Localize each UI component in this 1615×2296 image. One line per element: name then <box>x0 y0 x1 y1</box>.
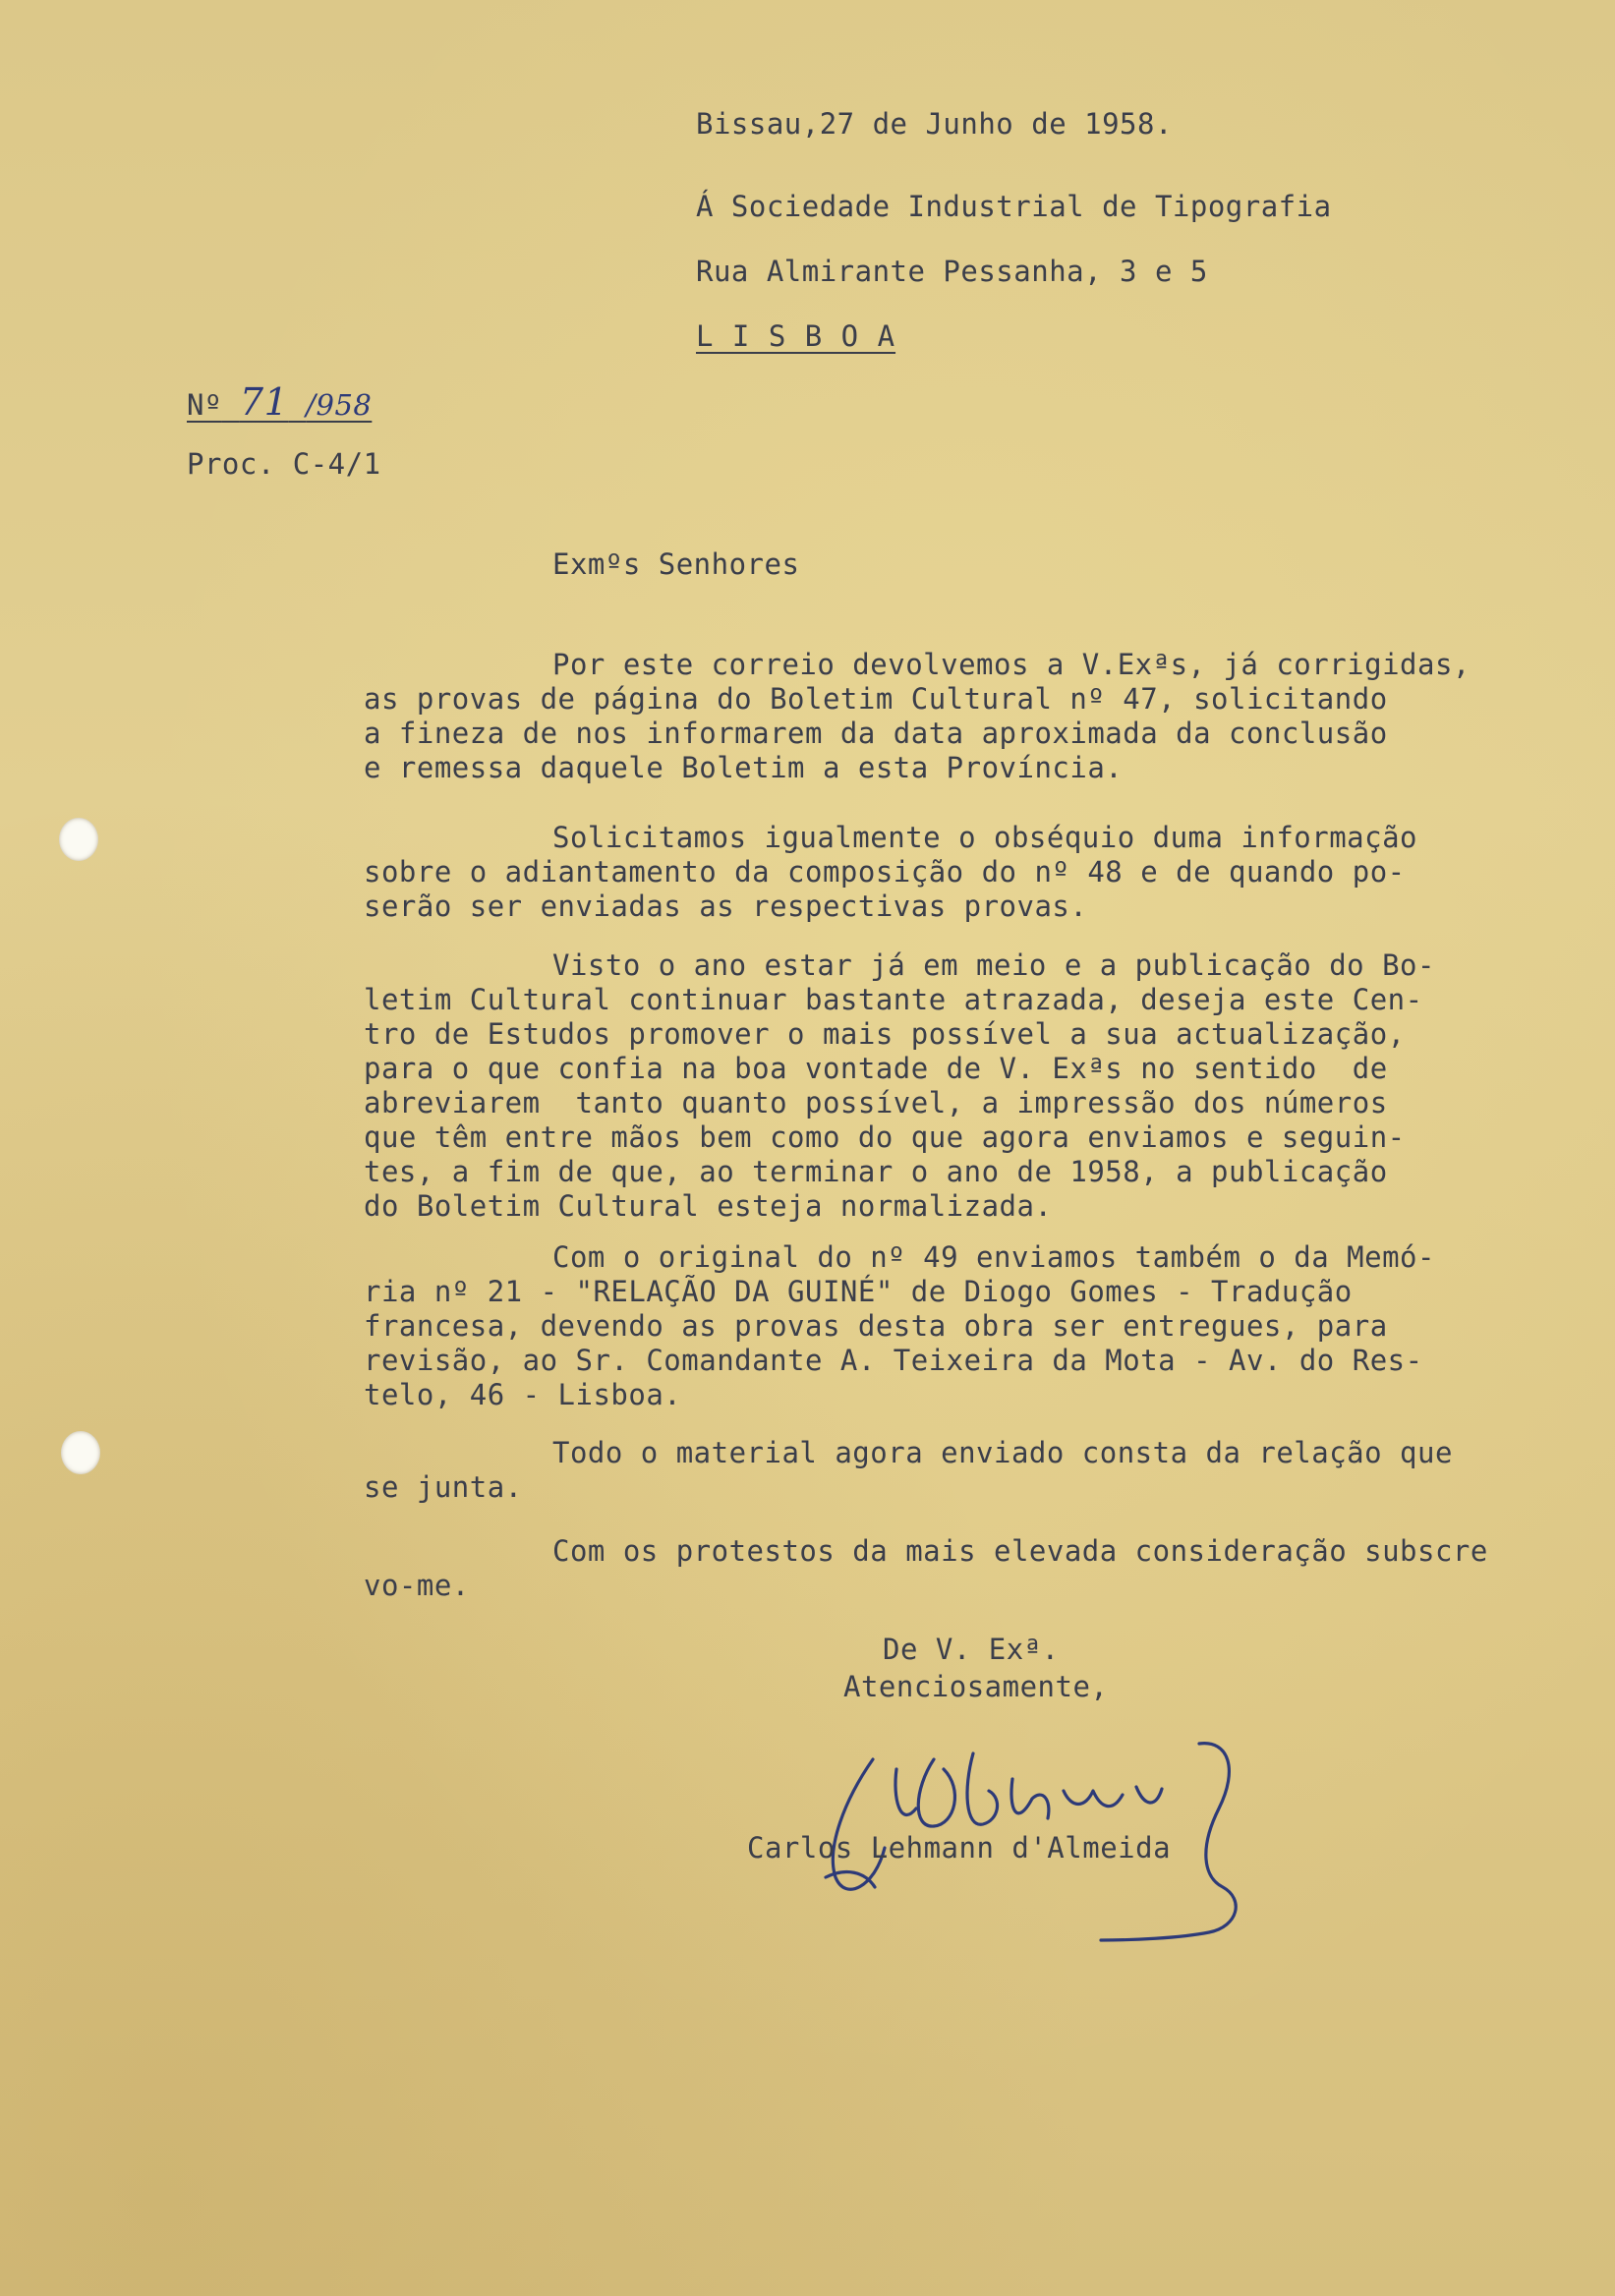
signatory-name: Carlos Lehmann d'Almeida <box>747 1831 1172 1865</box>
paragraph-line: tro de Estudos promover o mais possível a sua actualização, <box>364 1017 1406 1051</box>
paragraph-line: abreviarem tanto quanto possível, a impressão dos números <box>364 1086 1388 1119</box>
paragraph-line: vo-me. <box>364 1569 470 1602</box>
recipient-city: L I S B O A <box>696 319 896 353</box>
paragraph-line: Com o original do nº 49 enviamos também o da Memó- <box>552 1240 1435 1274</box>
paragraph-line: telo, 46 - Lisboa. <box>364 1378 682 1411</box>
reference-year: /958 <box>306 388 373 422</box>
paragraph-line: ria nº 21 - "RELAÇÃO DA GUINÉ" de Diogo Gomes - Tradução <box>364 1275 1353 1308</box>
paragraph-line: Todo o material agora enviado consta da relação que <box>552 1436 1453 1469</box>
reference-prefix: Nº <box>187 388 222 422</box>
paragraph-line: serão ser enviadas as respectivas provas. <box>364 890 1088 923</box>
paragraph-line: se junta. <box>364 1470 523 1504</box>
paragraph-line: a fineza de nos informarem da data aproximada da conclusão <box>364 717 1388 750</box>
recipient-address: Rua Almirante Pessanha, 3 e 5 <box>696 255 1208 288</box>
paragraph-line: que têm entre mãos bem como do que agora enviamos e seguin- <box>364 1120 1406 1154</box>
reference-number <box>187 380 373 424</box>
closing-regards: Atenciosamente, <box>843 1670 1109 1703</box>
paragraph-line: Por este correio devolvemos a V.Exªs, já corrigidas, <box>552 648 1471 681</box>
process-number: Proc. C-4/1 <box>187 447 381 481</box>
paragraph-line: letim Cultural continuar bastante atrazada, deseja este Cen- <box>364 983 1423 1016</box>
punch-hole-top <box>59 818 98 861</box>
paragraph-line: do Boletim Cultural esteja normalizada. <box>364 1189 1053 1223</box>
paragraph-line: tes, a fim de que, ao terminar o ano de 1958, a publicação <box>364 1155 1388 1188</box>
date-line: Bissau,27 de Junho de 1958. <box>696 107 1173 141</box>
paragraph-line: sobre o adiantamento da composição do nº 48 e de quando po- <box>364 855 1406 889</box>
paragraph-line: as provas de página do Boletim Cultural nº 47, solicitando <box>364 682 1388 716</box>
paragraph-line: Solicitamos igualmente o obséquio duma informação <box>552 821 1418 854</box>
paragraph-line: Visto o ano estar já em meio e a publicação do Bo- <box>552 948 1435 982</box>
punch-hole-bottom <box>61 1431 100 1474</box>
paragraph-line: e remessa daquele Boletim a esta Província. <box>364 751 1124 784</box>
recipient-name: Á Sociedade Industrial de Tipografia <box>696 190 1332 223</box>
paragraph-line: francesa, devendo as provas desta obra ser entregues, para <box>364 1309 1388 1343</box>
paragraph-line: para o que confia na boa vontade de V. Exªs no sentido de <box>364 1052 1388 1085</box>
reference-handwritten-number: 71 <box>239 380 289 424</box>
salutation: Exmºs Senhores <box>552 547 800 581</box>
closing-formula: De V. Exª. <box>883 1633 1060 1666</box>
paragraph-line: Com os protestos da mais elevada consideração subscre <box>552 1534 1488 1568</box>
paragraph-line: revisão, ao Sr. Comandante A. Teixeira da Mota - Av. do Res- <box>364 1344 1423 1377</box>
